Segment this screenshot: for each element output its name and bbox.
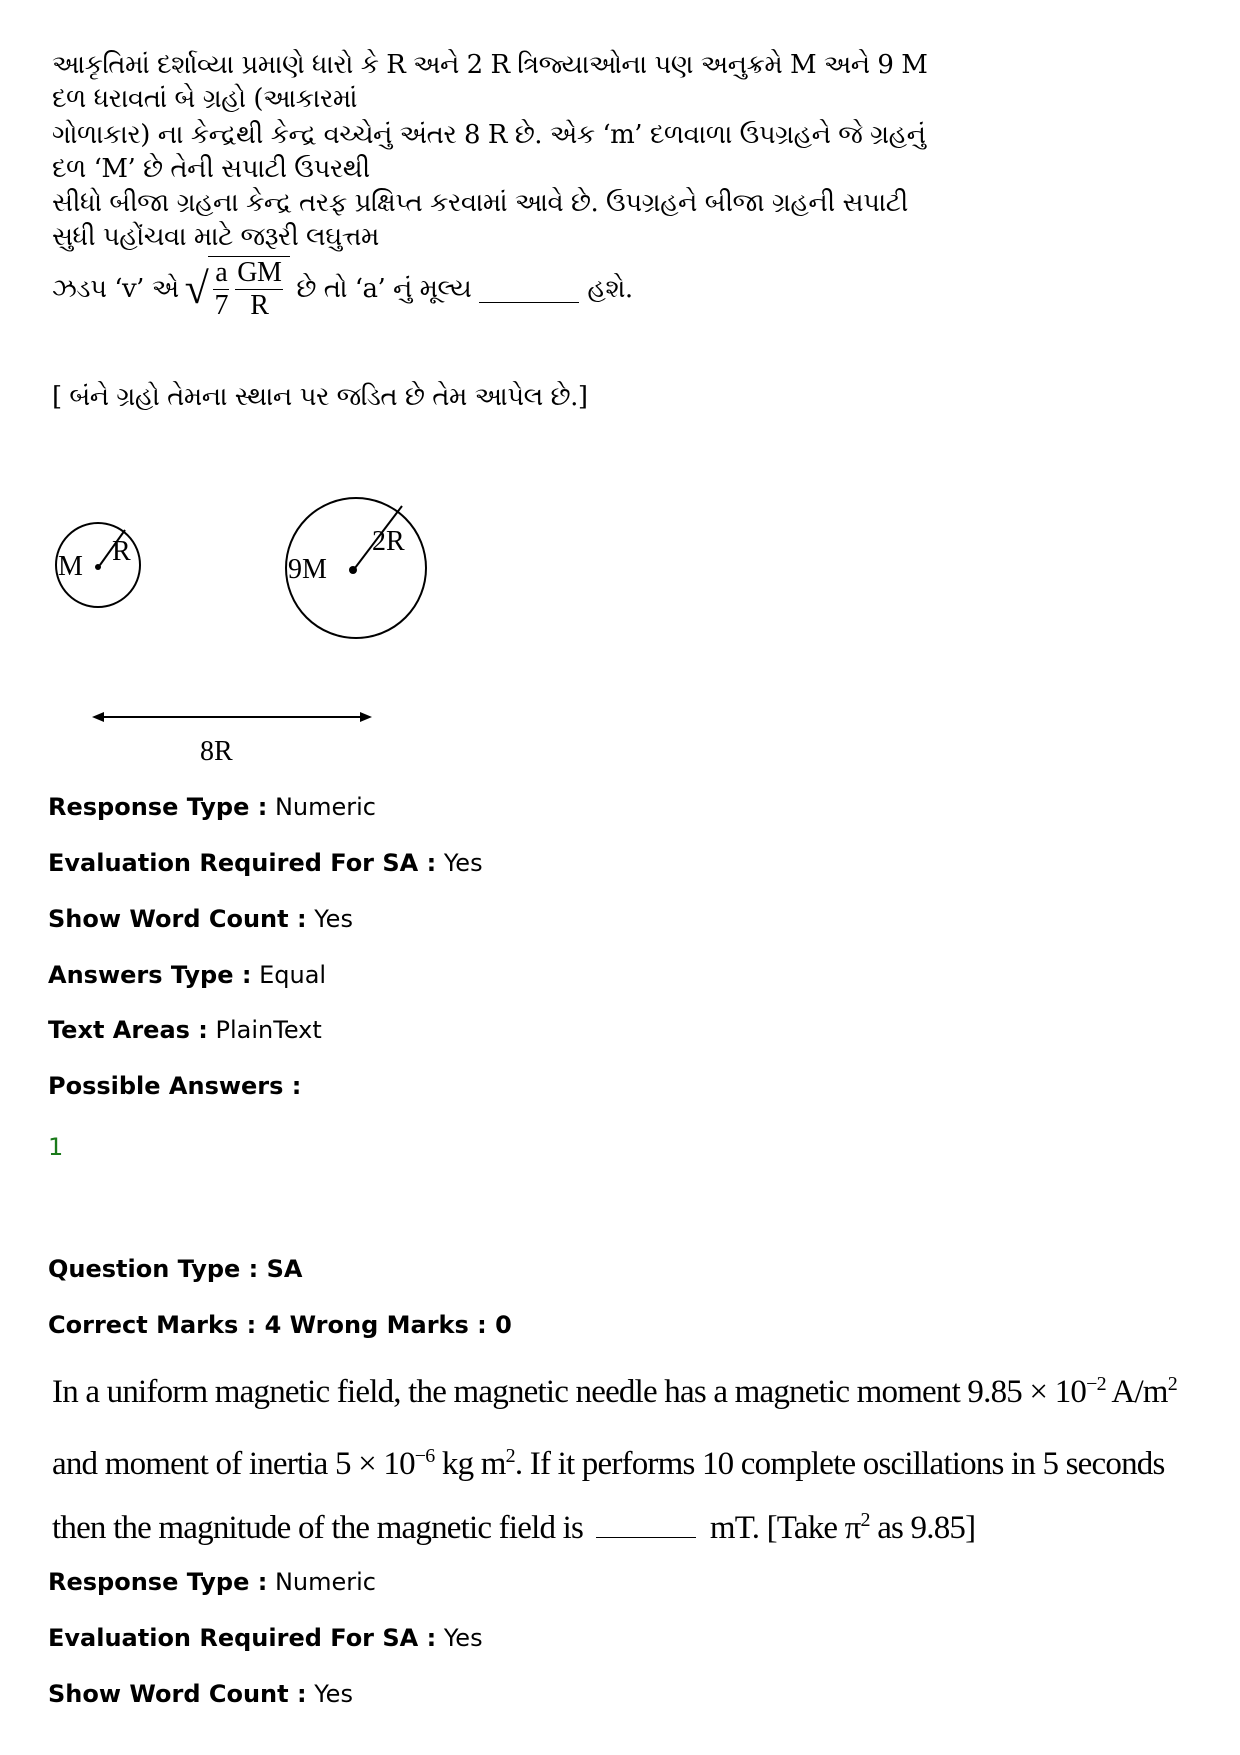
label: Show Word Count : <box>48 1680 307 1708</box>
fraction-a-over-7 <box>213 257 229 322</box>
sqrt-sign: √ <box>184 264 209 313</box>
distance-label: 8R <box>200 736 233 767</box>
fraction-denominator: 7 <box>214 290 229 321</box>
value: Yes <box>314 1680 353 1708</box>
q1-possible-answer-value: 1 <box>48 1133 64 1161</box>
q1-evaluation-required <box>48 848 483 878</box>
exponent: −2 <box>1086 1373 1106 1395</box>
q1-line-4-mid: છે તો ‘a’ નું મૂલ્ય <box>296 274 472 304</box>
value: Numeric <box>274 1568 376 1596</box>
q1-line-4-post: હશે. <box>587 274 633 304</box>
sqrt-formula <box>185 256 291 322</box>
planet-2-mass-label: 9M <box>288 554 327 585</box>
fraction-denominator: R <box>250 290 269 321</box>
exponent: 2 <box>860 1509 870 1531</box>
text: and moment of inertia 5 × 10 <box>52 1446 415 1482</box>
distance-arrow-left-head <box>92 712 104 722</box>
label: Response Type : <box>48 793 268 821</box>
text: A/m <box>1105 1374 1168 1410</box>
exponent: 2 <box>505 1445 515 1467</box>
q1-show-word-count <box>48 904 353 934</box>
q2-line-1 <box>52 1364 1177 1412</box>
q1-response-type <box>48 792 376 822</box>
q2-line-3 <box>52 1500 976 1548</box>
q2-show-word-count <box>48 1679 353 1709</box>
planet-1-mass-label: M <box>58 551 83 582</box>
label: Show Word Count : <box>48 905 307 933</box>
q1-text-areas <box>48 1015 322 1045</box>
planets-figure <box>50 440 490 770</box>
exponent: −6 <box>414 1445 435 1467</box>
label: Evaluation Required For SA : <box>48 849 437 877</box>
text: kg m <box>434 1446 506 1482</box>
text: mT. [Take π <box>709 1510 861 1546</box>
q1-line-1: આકૃતિમાં દર્શાવ્યા પ્રમાણે ધારો કે R અને 2 R ત્રિજ્યાઓના પણ અનુક્રમે M અને 9 M દળ ધરાવતાં બે ગ્રહો (આકારમાં <box>52 50 928 114</box>
fraction-numerator: GM <box>237 257 282 288</box>
text: as 9.85] <box>869 1510 976 1546</box>
answer-blank <box>596 1511 696 1538</box>
value: PlainText <box>215 1016 322 1044</box>
text: In a uniform magnetic field, the magnetic needle has a magnetic moment 9.85 × 10 <box>52 1374 1087 1410</box>
q1-answers-type <box>48 960 326 990</box>
value: Yes <box>443 1624 483 1652</box>
q1-line-4-pre: ઝડપ ‘v’ એ <box>52 274 179 304</box>
label: Possible Answers : <box>48 1072 302 1100</box>
q2-line-2 <box>52 1436 1165 1484</box>
exponent: 2 <box>1167 1373 1177 1395</box>
planet-2-radius-label: 2R <box>372 526 405 557</box>
distance-arrow-right-head <box>360 712 372 722</box>
label: Text Areas : <box>48 1016 208 1044</box>
fraction-gm-over-r <box>235 257 283 322</box>
answer-blank <box>479 276 579 303</box>
q2-marks: Correct Marks : 4 Wrong Marks : 0 <box>48 1311 512 1339</box>
sqrt-radicand <box>208 256 290 322</box>
label: Response Type : <box>48 1568 268 1596</box>
q1-line-4 <box>52 256 952 322</box>
text: . If it performs 10 complete oscillations in 5 seconds <box>514 1446 1165 1482</box>
q1-line-3: સીધો બીજા ગ્રહના કેન્દ્ર તરફ પ્રક્ષિપ્ત કરવામાં આવે છે. ઉપગ્રહને બીજા ગ્રહની સપાટી સુધી પહોંચવા માટે જરૂરી લઘુત્તમ <box>52 188 908 252</box>
value: Yes <box>314 905 353 933</box>
q1-note: [ બંને ગ્રહો તેમના સ્થાન પર જડિત છે તેમ આપેલ છે.] <box>52 382 588 412</box>
text: then the magnitude of the magnetic field is <box>52 1510 584 1546</box>
fraction-numerator: a <box>215 257 228 288</box>
q2-response-type <box>48 1567 376 1597</box>
value: Numeric <box>274 793 376 821</box>
planet-1-radius-label: R <box>112 536 131 567</box>
q1-line-2: ગોળાકાર) ના કેન્દ્રથી કેન્દ્ર વચ્ચેનું અંતર 8 R છે. એક ‘m’ દળવાળા ઉપગ્રહને જે ગ્રહનું દળ ‘M’ છે તેની સપાટી ઉપરથી <box>52 120 926 184</box>
q2-question-type: Question Type : SA <box>48 1255 303 1283</box>
q1-possible-answers <box>48 1071 301 1101</box>
q2-evaluation-required <box>48 1623 483 1653</box>
value: Yes <box>443 849 483 877</box>
label: Evaluation Required For SA : <box>48 1624 437 1652</box>
value: Equal <box>259 961 327 989</box>
label: Answers Type : <box>48 961 252 989</box>
